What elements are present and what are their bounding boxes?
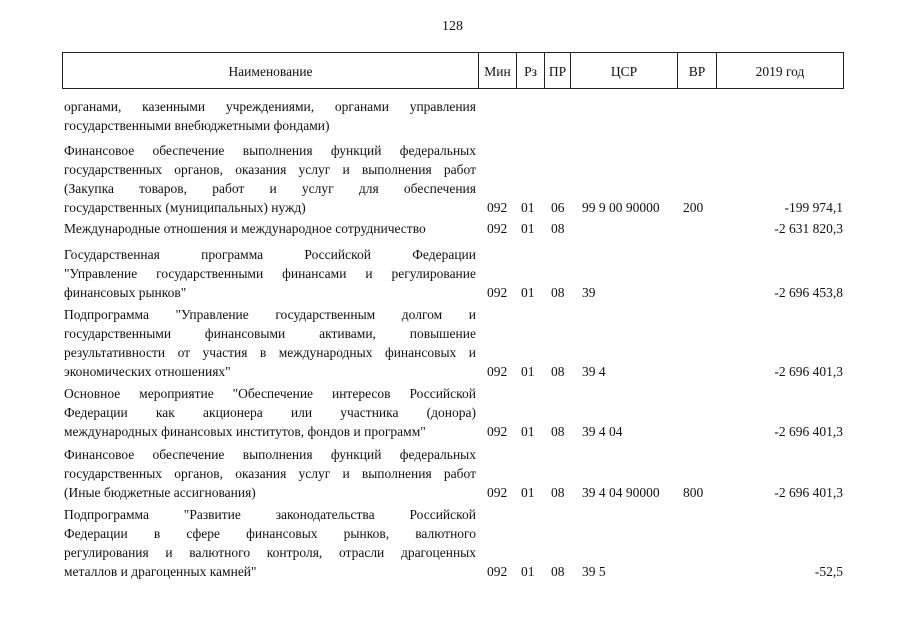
row-value: -199 974,1 xyxy=(784,200,843,215)
row-min: 092 xyxy=(487,485,508,500)
row-csr: 39 4 04 90000 xyxy=(582,485,660,500)
row-pr: 08 xyxy=(551,285,565,300)
row-name-line: государственными финансовыми активами, повышение xyxy=(64,326,476,341)
row-rz: 01 xyxy=(521,221,535,236)
row-rz: 01 xyxy=(521,424,535,439)
row-value: -52,5 xyxy=(814,564,843,579)
row-name xyxy=(64,305,476,381)
row-rz: 01 xyxy=(521,485,535,500)
row-name xyxy=(64,141,476,217)
row-name-line: Подпрограмма "Развитие законодательства Российской xyxy=(64,507,476,522)
row-name-line: результативности от участия в международных финансовых и xyxy=(64,345,476,360)
row-name-line: государственных органов, оказания услуг и выполнения работ xyxy=(64,162,476,177)
row-min: 092 xyxy=(487,364,508,379)
row-pr: 08 xyxy=(551,364,565,379)
row-pr: 08 xyxy=(551,221,565,236)
row-csr: 39 4 xyxy=(582,364,606,379)
row-name-line: Федерации в сфере финансовых рынков, валютного xyxy=(64,526,476,541)
row-rz: 01 xyxy=(521,285,535,300)
row-name-line: "Управление государственными финансами и регулирование xyxy=(64,266,476,281)
row-name xyxy=(64,384,476,441)
header-csr: ЦСР xyxy=(571,53,678,88)
row-name-line: Государственная программа Российской Федерации xyxy=(64,247,476,262)
row-pr: 06 xyxy=(551,200,565,215)
header-rz: Рз xyxy=(517,53,545,88)
row-min: 092 xyxy=(487,424,508,439)
row-name xyxy=(64,97,476,135)
row-pr: 08 xyxy=(551,424,565,439)
row-rz: 01 xyxy=(521,200,535,215)
row-value: -2 696 453,8 xyxy=(774,285,843,300)
row-name-line: государственных органов, оказания услуг и выполнения работ xyxy=(64,466,476,481)
row-name-line: Федерации как акционера или участника (донора) xyxy=(64,405,476,420)
row-name xyxy=(64,245,476,302)
row-csr: 39 4 04 xyxy=(582,424,623,439)
row-name-line: государственными внебюджетными фондами) xyxy=(64,118,330,133)
row-name-line: Финансовое обеспечение выполнения функций федеральных xyxy=(64,447,476,462)
row-name-line: металлов и драгоценных камней" xyxy=(64,564,257,579)
row-name-line: международных финансовых институтов, фондов и программ" xyxy=(64,424,426,439)
row-name-line: Основное мероприятие "Обеспечение интересов Российской xyxy=(64,386,476,401)
row-name-line: органами, казенными учреждениями, органами управления xyxy=(64,99,476,114)
row-name-line: финансовых рынков" xyxy=(64,285,187,300)
header-year: 2019 год xyxy=(755,63,805,79)
row-pr: 08 xyxy=(551,564,565,579)
row-min: 092 xyxy=(487,200,508,215)
header-name: Наименование xyxy=(63,53,479,88)
header-pr: ПР xyxy=(545,53,571,88)
row-name xyxy=(64,445,476,502)
row-value: -2 696 401,3 xyxy=(774,364,843,379)
row-name-line: Международные отношения и международное сотрудничество xyxy=(64,221,426,236)
row-min: 092 xyxy=(487,564,508,579)
table-header xyxy=(62,52,844,89)
row-csr: 39 xyxy=(582,285,596,300)
row-name-line: экономических отношениях" xyxy=(64,364,231,379)
row-name-line: государственных (муниципальных) нужд) xyxy=(64,200,306,215)
row-name xyxy=(64,505,476,581)
row-name-line: (Иные бюджетные ассигнования) xyxy=(64,485,256,500)
row-name xyxy=(64,219,476,238)
row-pr: 08 xyxy=(551,485,565,500)
row-name-line: Финансовое обеспечение выполнения функций федеральных xyxy=(64,143,476,158)
header-vr: ВР xyxy=(678,53,717,88)
row-name-line: Подпрограмма "Управление государственным долгом и xyxy=(64,307,476,322)
row-value: -2 696 401,3 xyxy=(774,424,843,439)
row-min: 092 xyxy=(487,221,508,236)
row-rz: 01 xyxy=(521,564,535,579)
row-csr: 39 5 xyxy=(582,564,606,579)
row-vr: 800 xyxy=(683,485,704,500)
row-name-line: (Закупка товаров, работ и услуг для обеспечения xyxy=(64,181,476,196)
row-value: -2 631 820,3 xyxy=(774,221,843,236)
header-min: Мин xyxy=(479,53,517,88)
page-number: 128 xyxy=(442,19,463,34)
row-min: 092 xyxy=(487,285,508,300)
row-value: -2 696 401,3 xyxy=(774,485,843,500)
row-rz: 01 xyxy=(521,364,535,379)
row-name-line: регулирования и валютного контроля, отрасли драгоценных xyxy=(64,545,476,560)
row-csr: 99 9 00 90000 xyxy=(582,200,660,215)
row-vr: 200 xyxy=(683,200,704,215)
